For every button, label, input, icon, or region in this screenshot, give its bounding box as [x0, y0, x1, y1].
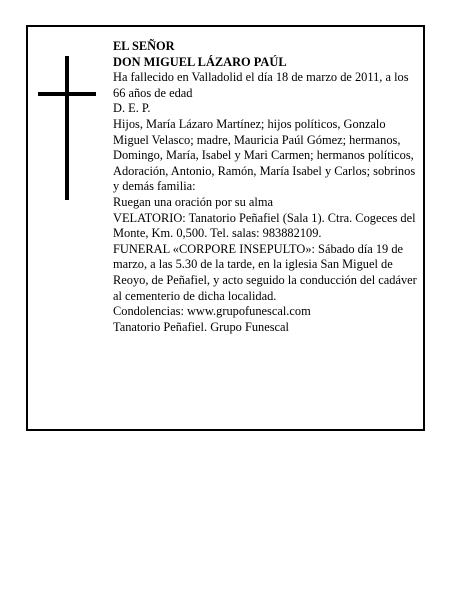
- death-announcement: Ha fallecido en Valladolid el día 18 de marzo de 2011, a los 66 años de edad: [113, 70, 409, 100]
- obituary-text: [113, 39, 423, 335]
- wake-details: VELATORIO: Tanatorio Peñafiel (Sala 1). Ctra. Cogeces del Monte, Km. 0,500. Tel. salas: 983882109.: [113, 210, 416, 241]
- deceased-name: DON MIGUEL LÁZARO PAÚL: [113, 54, 287, 69]
- condolences-link: Condolencias: www.grupofunescal.com: [113, 304, 311, 319]
- latin-cross-icon: [38, 56, 96, 200]
- funeral-home: Tanatorio Peñafiel. Grupo Funescal: [113, 319, 289, 334]
- funeral-details: FUNERAL «CORPORE INSEPULTO»: Sábado día 19 de marzo, a las 5.30 de la tarde, en la iglesia San Miguel de Reoyo, de Peñafiel, y acto seguido la conducción del cadáver al cementerio de dicha localidad.: [113, 241, 417, 303]
- cross-vertical-bar: [65, 56, 69, 200]
- family-list: Hijos, María Lázaro Martínez; hijos políticos, Gonzalo Miguel Velasco; madre, Mauricia Paúl Gómez; hermanos, Domingo, María, Isabel y Mari Carmen; hermanos políticos, Adoración, Antonio, Ramón, María Isabel y Carlos; sobrinos y demás familia:: [113, 116, 416, 194]
- prayer-request: Ruegan una oración por su alma: [113, 194, 273, 209]
- rip-line: D. E. P.: [113, 101, 151, 116]
- cross-horizontal-bar: [38, 92, 96, 96]
- obituary-header-title: EL SEÑOR: [113, 39, 175, 53]
- obituary-notice: [26, 25, 425, 431]
